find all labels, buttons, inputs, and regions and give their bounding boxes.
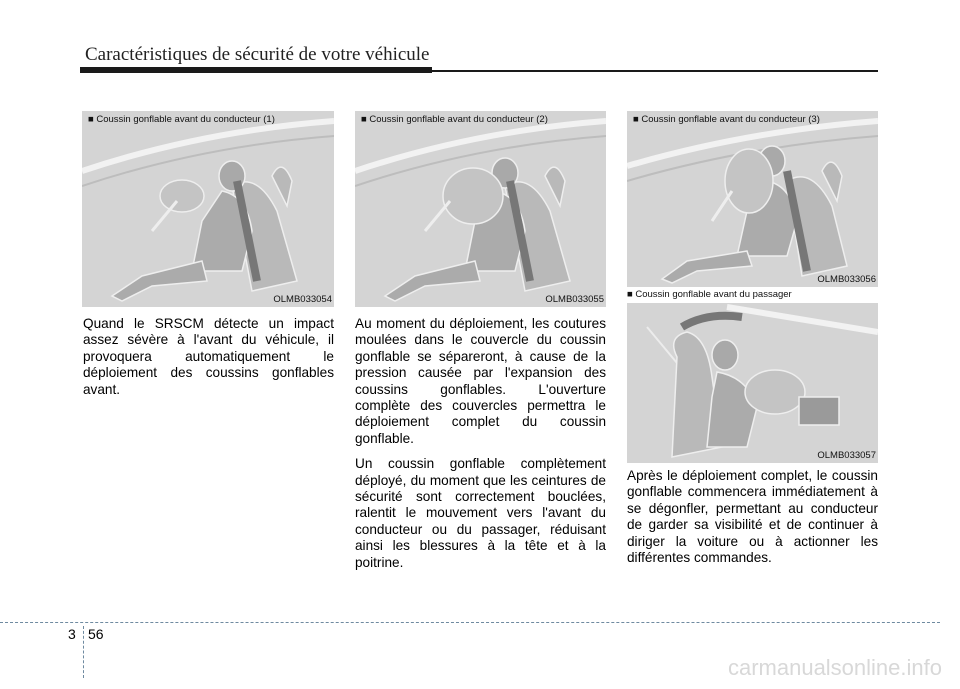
paragraph: Un coussin gonflable complètement déployé, du moment que les ceintures de sécurité sont correctement bouclées, ralentit le mouvement vers l'avant du conducteur ou du passager, réduisant ainsi les blessures à la tête et à la poitrine. [355,456,606,570]
paragraph: Quand le SRSCM détecte un impact assez sévère à l'avant du véhicule, il provoquera automatiquement le déploiement des coussins gonflables avant. [83,316,334,397]
figure-caption: ■ Coussin gonflable avant du conducteur (3) [633,114,820,125]
driver-airbag-illustration [355,111,606,307]
passenger-airbag-illustration [627,287,878,463]
driver-airbag-illustration [82,111,334,307]
column-left-text [83,316,334,407]
figure-driver-airbag-2 [355,111,606,307]
footer-divider [0,622,940,623]
figure-driver-airbag-1 [82,111,334,307]
figure-code: OLMB033054 [273,294,332,305]
page-number: 56 [88,626,104,642]
figure-passenger-airbag [627,287,878,463]
figure-caption: ■ Coussin gonflable avant du conducteur (1) [88,114,275,125]
figure-code: OLMB033055 [545,294,604,305]
header-rule-thick [80,67,432,73]
page-header-title: Caractéristiques de sécurité de votre véhicule [85,44,430,65]
paragraph: Après le déploiement complet, le coussin gonflable commencera immédiatement à se dégonfler, permettant au conducteur de garder sa visibilité et de continuer à diriger la voiture ou à actionner les différentes commandes. [627,468,878,566]
paragraph: Au moment du déploiement, les coutures moulées dans le couvercle du coussin gonflable se sépareront, à cause de la pression causée par l'expansion des coussins gonflables. L'ouverture complète des couvercles permettra le déploiement complet du coussin gonflable. [355,316,606,446]
figure-code: OLMB033057 [817,450,876,461]
column-middle-text [355,316,606,580]
page-chapter-number: 3 [68,626,76,642]
header-rule-thin [432,70,878,72]
figure-code: OLMB033056 [817,274,876,285]
watermark: carmanualsonline.info [727,655,942,680]
driver-airbag-illustration [627,111,878,287]
figure-caption: ■ Coussin gonflable avant du passager [627,287,878,303]
column-right-text [627,468,878,575]
figure-driver-airbag-3 [627,111,878,287]
footer-vertical-divider [83,626,84,678]
figure-caption: ■ Coussin gonflable avant du conducteur (2) [361,114,548,125]
